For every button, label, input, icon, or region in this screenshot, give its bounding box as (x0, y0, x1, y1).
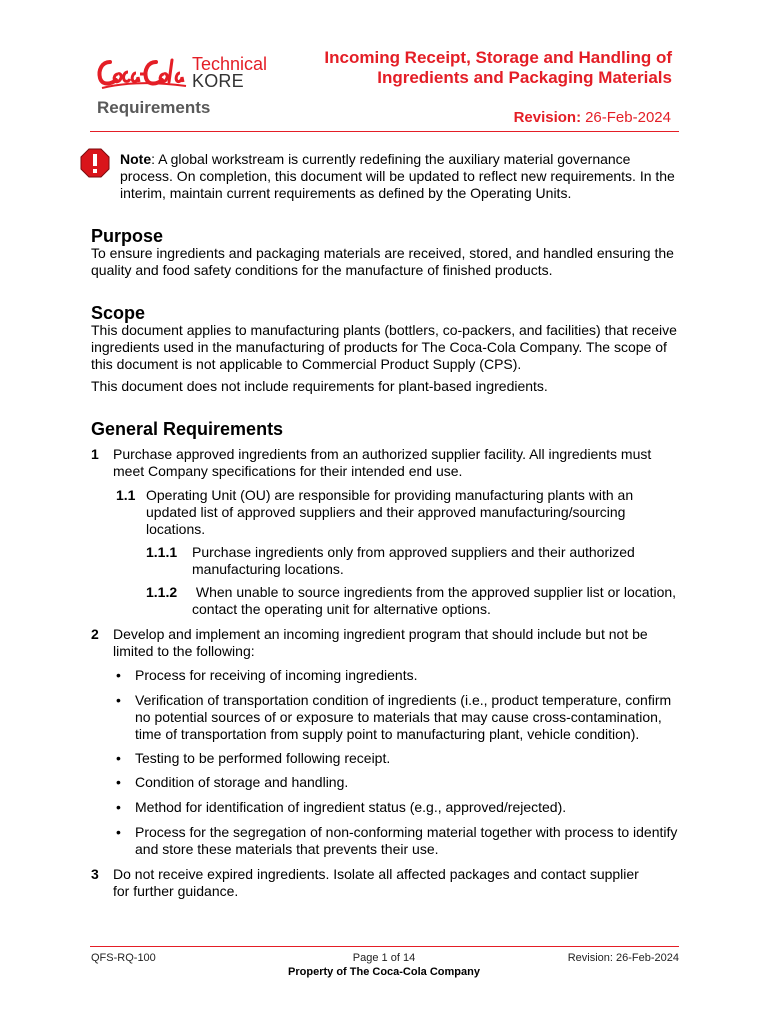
footer-property: Property of The Coca-Cola Company (288, 966, 480, 978)
header-divider (90, 131, 679, 132)
title-line-2: Ingredients and Packaging Materials (377, 68, 672, 87)
revision-value: 26-Feb-2024 (585, 109, 671, 126)
bullet-item: Verification of transportation condition of ingredients (i.e., product temperature, confirm no potential sources of or exposure to materials that may cause cross-contamination, time of transportation from supply point to manufacturing plant, vehicle condition). (135, 692, 672, 742)
bullet-marker: • (116, 667, 121, 683)
req-text: Operating Unit (OU) are responsible for providing manufacturing plants with an updated list of approved suppliers and their approved manufacturing/sourcing locations. (146, 487, 634, 537)
bullet-item: Process for receiving of incoming ingredients. (135, 667, 418, 683)
revision-header (514, 109, 671, 126)
req-number: 1.1 (116, 487, 136, 503)
footer-divider (90, 946, 679, 947)
req-number: 1.1.1 (146, 544, 178, 560)
req-text: When unable to source ingredients from the approved supplier list or location, contact the operating unit for alternative options. (192, 584, 680, 617)
footer-doc-id: QFS-RQ-100 (91, 952, 156, 964)
bullet-item: Method for identification of ingredient status (e.g., approved/rejected). (135, 799, 567, 815)
logo-kore-text: KORE (192, 71, 244, 91)
bullet-item: Condition of storage and handling. (135, 774, 349, 790)
coca-cola-script-logo (96, 52, 188, 92)
bullet-marker: • (116, 774, 121, 790)
req-text: Purchase approved ingredients from an authorized supplier facility. All ingredients must meet Company specifications for their intended end use. (113, 446, 652, 479)
scope-paragraph-2: This document does not include requirements for plant-based ingredients. (91, 378, 548, 394)
req-number: 3 (91, 866, 99, 882)
technical-kore-logo (96, 52, 266, 96)
document-title (252, 48, 672, 88)
bullet-marker: • (116, 824, 121, 840)
note-label: Note (120, 151, 152, 167)
req-text: Do not receive expired ingredients. Isolate all affected packages and contact supplier for further guidance. (113, 866, 639, 899)
bullet-marker: • (116, 750, 121, 766)
req-number: 2 (91, 626, 99, 642)
section-label: Requirements (97, 98, 211, 117)
title-line-1: Incoming Receipt, Storage and Handling of (324, 48, 672, 67)
footer-revision: Revision: 26-Feb-2024 (567, 952, 679, 964)
req-number: 1.1.2 (146, 584, 178, 600)
bullet-marker: • (116, 799, 121, 815)
bullet-item: Process for the segregation of non-conforming material together with process to identify and store these materials that prevents their use. (135, 824, 678, 857)
req-number: 1 (91, 446, 99, 462)
purpose-text: To ensure ingredients and packaging materials are received, stored, and handled ensuring the quality and food safety conditions for the manufacture of finished products. (91, 245, 674, 278)
req-text: Develop and implement an incoming ingredient program that should include but not be limited to the following: (113, 626, 648, 659)
general-requirements-heading: General Requirements (91, 419, 284, 439)
bullet-item: Testing to be performed following receipt. (135, 750, 391, 766)
scope-heading: Scope (91, 303, 146, 323)
scope-paragraph-1: This document applies to manufacturing plants (bottlers, co-packers, and facilities) that receive ingredients used in the manufacturing of products for The Coca-Cola Company. The scope of this document is not applicable to Commercial Product Supply (CPS). (91, 322, 677, 372)
footer-page-number: Page 1 of 14 (352, 952, 416, 964)
req-text: Purchase ingredients only from approved suppliers and their authorized manufacturing locations. (192, 544, 635, 577)
revision-label: Revision: (513, 109, 582, 126)
warning-octagon-icon (80, 148, 110, 178)
logo-technical-text: Technical (192, 54, 268, 74)
note-paragraph (120, 151, 680, 202)
note-body: : A global workstream is currently redefining the auxiliary material governance process. On completion, this document will be updated to reflect new requirements. In the interim, maintain current requirements as defined by the Operating Units. (120, 151, 675, 201)
purpose-heading: Purpose (91, 226, 164, 246)
bullet-marker: • (116, 692, 121, 708)
